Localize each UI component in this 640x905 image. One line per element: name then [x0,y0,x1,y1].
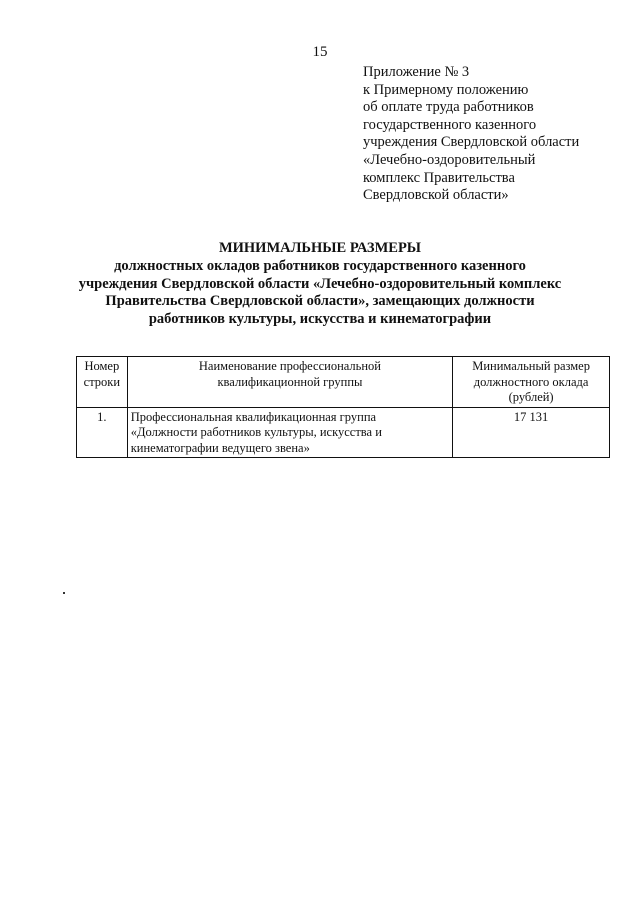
header-text: Минимальный размер [472,359,590,373]
header-text: (рублей) [508,390,554,404]
header-row-number [77,357,128,408]
cell-min-salary: 17 131 [453,407,610,458]
appendix-line: «Лечебно-оздоровительный [363,151,536,168]
header-text: Наименование профессиональной [198,359,381,373]
cell-text: кинематографии ведущего звена» [130,440,310,455]
cell-text: «Должности работников культуры, искусства и [130,425,382,439]
page-number: 15 [312,44,328,60]
title-line: Правительства Свердловской области», замещающих должности [105,293,535,310]
title-line: должностных окладов работников государственного казенного [114,257,526,274]
header-text: Номер [84,359,120,373]
document-title [60,240,580,329]
cell-row-number: 1. [77,407,128,458]
appendix-line: учреждения Свердловской области [363,134,580,151]
title-line: работников культуры, искусства и кинематографии [148,311,492,328]
table-row [77,407,610,458]
appendix-line: Приложение № 3 [363,64,470,80]
header-group-name [127,357,452,408]
appendix-line: об оплате труда работников [363,99,534,116]
salary-table [76,356,610,458]
appendix-line: государственного казенного [363,116,537,133]
title-heading: МИНИМАЛЬНЫЕ РАЗМЕРЫ [218,240,422,256]
appendix-line: комплекс Правительства [363,169,515,186]
cell-group-name [127,407,452,458]
header-text: квалификационной группы [217,374,363,389]
header-text: должностного оклада [473,374,589,389]
table-header-row [77,357,610,408]
appendix-reference [363,64,633,205]
appendix-line: к Примерному положению [363,81,529,98]
scan-speck [63,592,65,594]
title-line: учреждения Свердловской области «Лечебно-оздоровительный комплекс [78,275,562,292]
header-min-salary [453,357,610,408]
appendix-line: Свердловской области» [363,187,509,204]
cell-text: Профессиональная квалификационная группа [130,409,377,424]
header-text: строки [83,374,121,389]
